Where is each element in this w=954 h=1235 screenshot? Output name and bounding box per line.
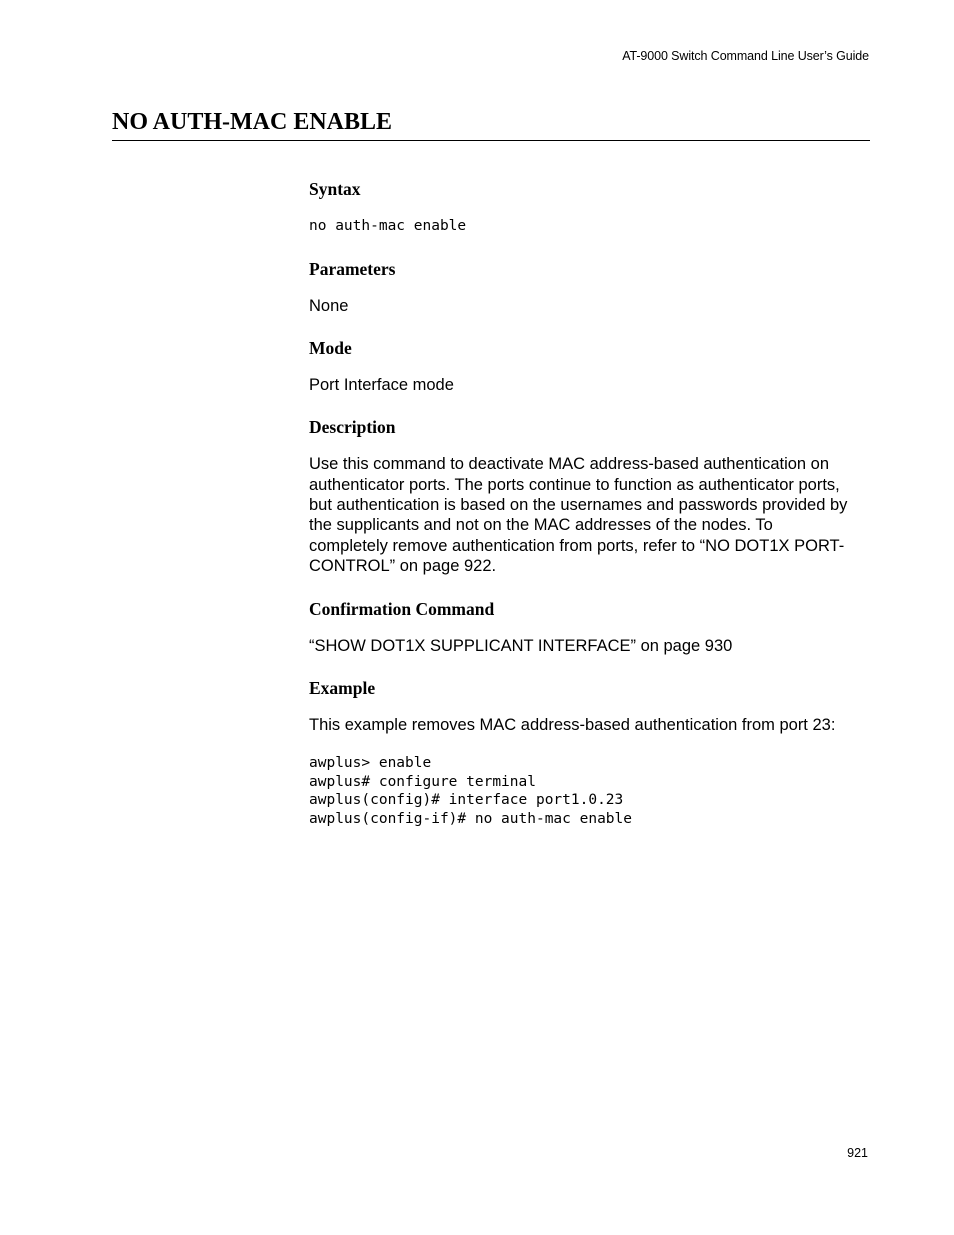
syntax-code: no auth-mac enable: [309, 218, 467, 234]
example-code-line: awplus(config-if)# no auth-mac enable: [309, 811, 633, 828]
mode-text: Port Interface mode: [309, 376, 454, 395]
example-heading: Example: [309, 678, 376, 699]
content-column: [309, 178, 871, 829]
example-code-line: awplus# configure terminal: [309, 773, 536, 790]
running-header: AT-9000 Switch Command Line User’s Guide: [622, 49, 869, 63]
example-text: This example removes MAC address-based authentication from port 23:: [309, 716, 836, 735]
parameters-heading: Parameters: [309, 258, 396, 279]
page-title: NO AUTH-MAC ENABLE: [112, 109, 393, 135]
description-line: but authentication is based on the usernames and passwords provided by: [309, 495, 848, 514]
confirmation-command-link[interactable]: “SHOW DOT1X SUPPLICANT INTERFACE” on page 930: [309, 637, 733, 656]
mode-heading: Mode: [309, 338, 352, 359]
title-divider: [112, 140, 870, 141]
description-line: authenticator ports. The ports continue to function as authenticator ports,: [309, 475, 840, 494]
syntax-heading: Syntax: [309, 179, 361, 199]
description-line: completely remove authentication from ports, refer to “NO DOT1X PORT-: [309, 536, 845, 555]
confirmation-heading: Confirmation Command: [309, 599, 495, 620]
description-line: the supplicants and not on the MAC addresses of the nodes. To: [309, 516, 773, 535]
description-heading: Description: [309, 417, 396, 438]
parameters-text: None: [309, 296, 349, 315]
example-code-line: awplus> enable: [309, 754, 432, 771]
description-line: CONTROL” on page 922.: [309, 556, 497, 575]
description-paragraph: [309, 454, 871, 576]
example-code-block: [309, 754, 871, 829]
page-number: 921: [847, 1146, 868, 1160]
example-code-line: awplus(config)# interface port1.0.23: [309, 792, 624, 809]
description-line: Use this command to deactivate MAC address-based authentication on: [309, 455, 830, 474]
